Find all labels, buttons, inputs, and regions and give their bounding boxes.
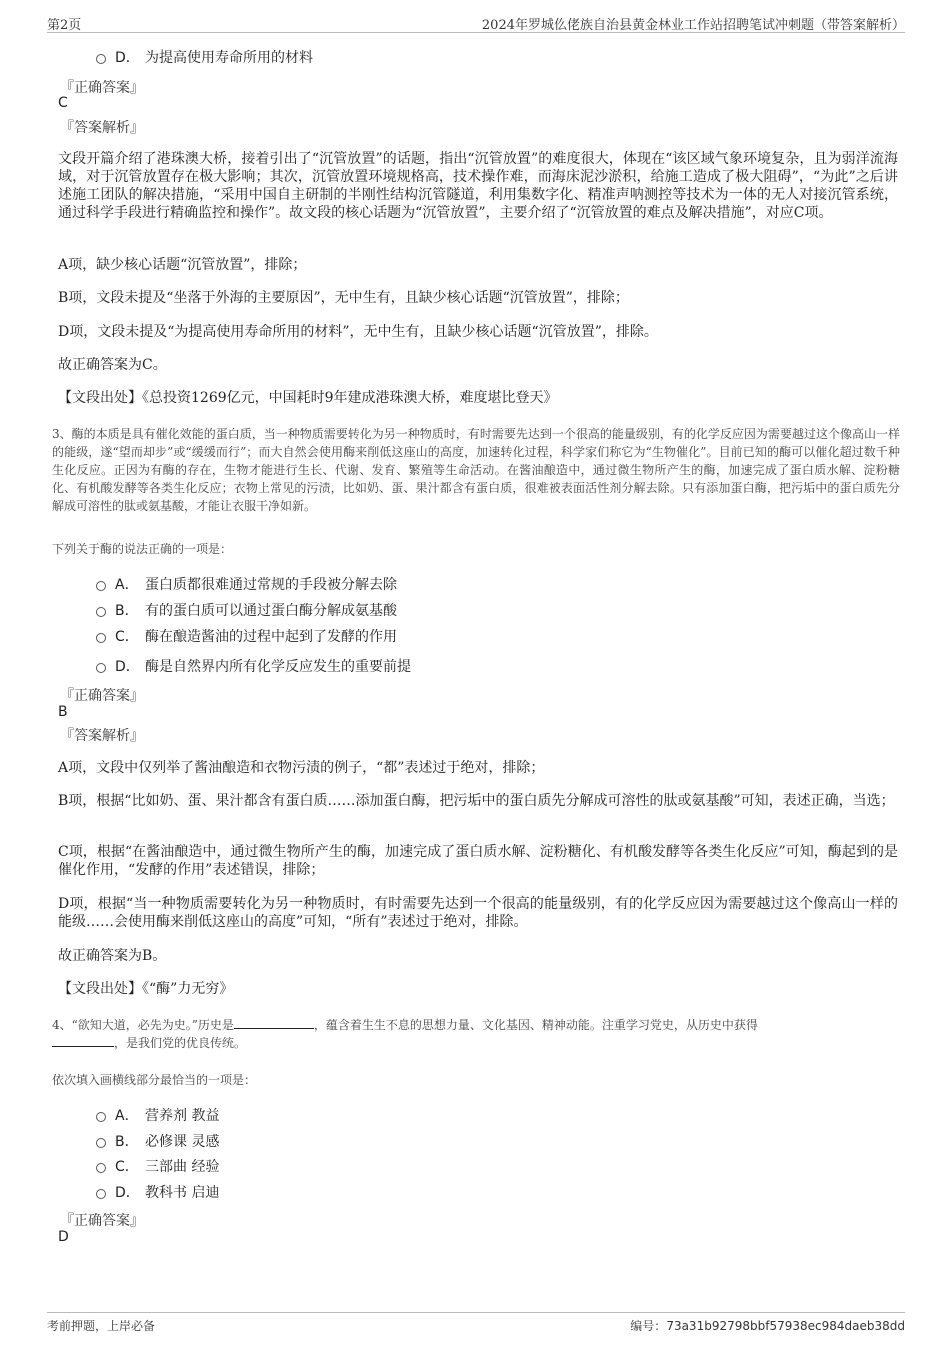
document-title: 2024年罗城仫佬族自治县黄金林业工作站招聘笔试冲刺题（带答案解析） — [481, 18, 905, 33]
q3-passage: 3、酶的本质是具有催化效能的蛋白质，当一种物质需要转化为另一种物质时，有时需要先达到一个很高的能量级别，有的化学反应因为需要越过这个像高山一样的能级，遂“望而却步”或“缓缓而行”；而大自然会使用酶来削低这座山的高度，加速转化过程，科学家们称它为“生物催化”。目前已知的酶可以催化超过数千种生化反应。正因为有酶的存在，生物才能进行生长、代谢、发育、繁殖等生命活动。在酱油酿造中，通过微生物所产生的酶，加速完成了蛋白质水解、淀粉糖化、有机酸发酵等各类生化反应；衣物上常见的污渍，比如奶、蛋、果汁都含有蛋白质，很难被表面活性剂分解去除。只有添加蛋白酶，把污垢中的蛋白质先分解成可溶性的肽或氨基酸，才能让衣服干净如新。 — [52, 427, 900, 513]
q2-source: 【文段出处】《总投资1269亿元，中国耗时9年建成港珠澳大桥，难度堪比登天》 — [58, 390, 558, 406]
q3-analysis-b: B项，根据“比如奶、蛋、果汁都含有蛋白质……添加蛋白酶，把污垢中的蛋白质先分解成可溶性的肽或氨基酸”可知，表述正确，当选； — [58, 793, 895, 809]
q3-analysis-d: D项，根据“当一种物质需要转化为另一种物质时，有时需要先达到一个很高的能量级别，有的化学反应因为需要越过这个像高山一样的能级……会使用酶来削低这座山的高度”可知，“所有”表述过于绝对，排除。 — [58, 896, 898, 930]
q4-answer: D — [58, 1229, 69, 1245]
radio-icon[interactable] — [96, 54, 106, 64]
q2-analysis-main: 文段开篇介绍了港珠澳大桥，接着引出了“沉管放置”的话题，指出“沉管放置”的难度很大，体现在“该区域气象环境复杂，且为弱洋流海域，对于沉管放置存在极大影响；其次，沉管放置环境规格高，技术操作难，而海床泥沙淤积，给施工造成了极大阻碍”，“为此”之后讲述施工团队的解决措施，“采用中国自主研制的半刚性结构沉管隧道，利用集数字化、精准声呐测控等技术为一体的无人对接沉管系统，通过科学手段进行精确监控和操作”。故文段的核心话题为“沉管放置”，主要介绍了“沉管放置的难点及解决措施”，对应C项。 — [58, 151, 898, 221]
page-header — [47, 12, 905, 33]
radio-icon[interactable] — [96, 663, 106, 673]
q4-option-a[interactable]: A． 营养剂 教益 — [96, 1105, 219, 1125]
footer-slogan: 考前押题，上岸必备 — [47, 1319, 156, 1333]
q2-analysis-a: A项，缺少核心话题“沉管放置”，排除； — [58, 257, 307, 273]
radio-icon[interactable] — [96, 581, 106, 591]
q3-analysis-label: 『答案解析』 — [60, 728, 144, 744]
q4-option-b[interactable]: B． 必修课 灵感 — [96, 1131, 219, 1151]
fill-blank-1 — [234, 1016, 314, 1029]
radio-icon[interactable] — [96, 1163, 106, 1173]
q3-analysis-a: A项，文段中仅列举了酱油酿造和衣物污渍的例子，“都”表述过于绝对，排除； — [58, 760, 545, 776]
q2-analysis-d: D项，文段未提及“为提高使用寿命所用的材料”，无中生有，且缺少核心话题“沉管放置”，排除。 — [58, 324, 658, 340]
q2-analysis-b: B项，文段未提及“坐落于外海的主要原因”，无中生有，且缺少核心话题“沉管放置”，排除； — [58, 290, 629, 306]
q2-analysis-label: 『答案解析』 — [60, 120, 144, 136]
q2-answer: C — [58, 95, 68, 111]
q4-answer-label: 『正确答案』 — [60, 1213, 144, 1229]
radio-icon[interactable] — [96, 633, 106, 643]
q4-option-c[interactable]: C． 三部曲 经验 — [96, 1156, 219, 1176]
fill-blank-2 — [52, 1034, 114, 1047]
q2-conclusion: 故正确答案为C。 — [58, 357, 167, 373]
q3-answer-label: 『正确答案』 — [60, 688, 144, 704]
q2-answer-label: 『正确答案』 — [60, 80, 144, 96]
q3-conclusion: 故正确答案为B。 — [58, 948, 167, 964]
q3-option-c[interactable]: C． 酶在酿造酱油的过程中起到了发酵的作用 — [96, 626, 397, 646]
q3-answer: B — [58, 704, 68, 720]
q2-option-d[interactable]: D． 为提高使用寿命所用的材料 — [96, 47, 313, 67]
radio-icon[interactable] — [96, 1189, 106, 1199]
footer-code: 编号：73a31b92798bbf57938ec984daeb38dd — [630, 1319, 905, 1333]
q4-question: 依次填入画横线部分最恰当的一项是： — [52, 1073, 257, 1087]
q3-question: 下列关于酶的说法正确的一项是： — [52, 542, 233, 556]
q3-source: 【文段出处】《“酶”力无穷》 — [58, 981, 234, 997]
radio-icon[interactable] — [96, 1112, 106, 1122]
q3-analysis-c: C项，根据“在酱油酿造中，通过微生物所产生的酶，加速完成了蛋白质水解、淀粉糖化、有机酸发酵等各类生化反应”可知，酶起到的是催化作用，“发酵的作用”表述错误，排除； — [58, 844, 898, 878]
q3-option-d[interactable]: D． 酶是自然界内所有化学反应发生的重要前提 — [96, 656, 411, 676]
q3-option-a[interactable]: A． 蛋白质都很难通过常规的手段被分解去除 — [96, 574, 397, 594]
q4-passage: 4、“欲知大道，必先为史。”历史是 ，蕴含着生生不息的思想力量、文化基因、精神动能。注重学习党史，从历史中获得 ，是我们党的优良传统。 — [52, 1018, 758, 1050]
page-number: 第2页 — [47, 18, 82, 33]
radio-icon[interactable] — [96, 607, 106, 617]
page-footer — [47, 1312, 905, 1335]
q3-option-b[interactable]: B． 有的蛋白质可以通过蛋白酶分解成氨基酸 — [96, 600, 397, 620]
q4-option-d[interactable]: D． 教科书 启迪 — [96, 1182, 219, 1202]
radio-icon[interactable] — [96, 1138, 106, 1148]
